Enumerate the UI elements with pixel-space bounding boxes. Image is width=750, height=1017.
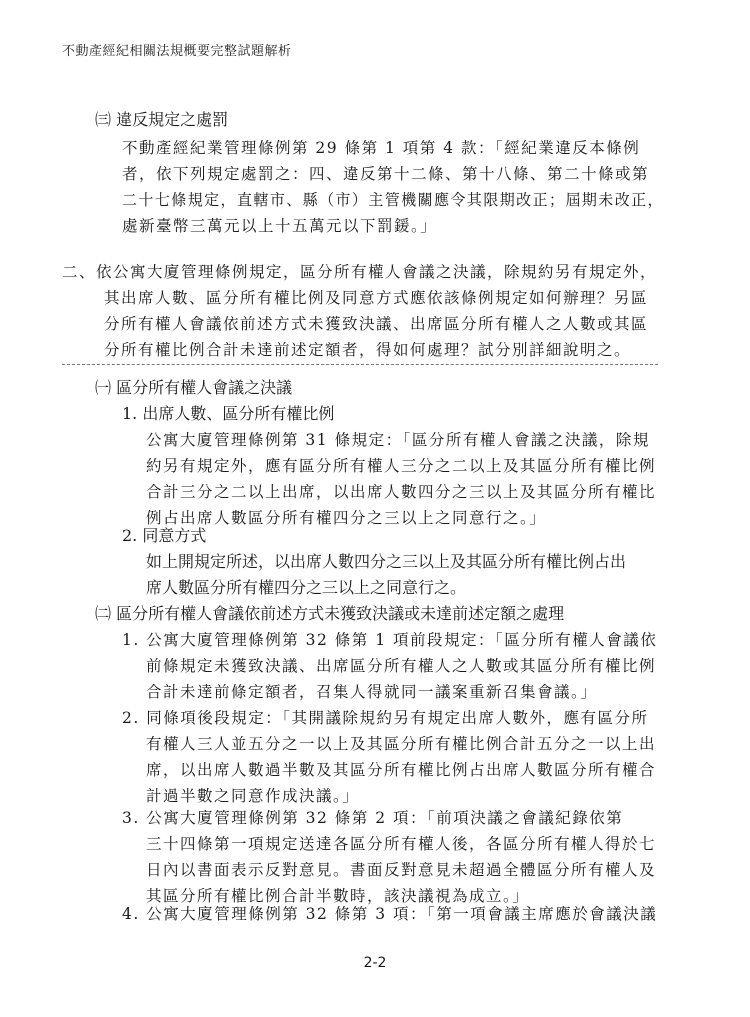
dashed-divider: [62, 364, 658, 365]
page-number: 2-2: [363, 955, 387, 971]
penalty-text-line: 不動產經紀業管理條例第 29 條第 1 項第 4 款：「經紀業違反本條例: [122, 139, 641, 157]
question-line: 其出席人數、區分所有權比例及同意方式應依該條例規定如何辦理？另區: [104, 289, 649, 307]
running-header: 不動產經紀相關法規概要完整試題解析: [62, 44, 292, 59]
item-text-line: 公寓大廈管理條例第 31 條規定：「區分所有權人會議之決議，除規: [146, 431, 650, 449]
item-text-line: 其區分所有權比例合計半數時，該決議視為成立。」: [146, 887, 530, 905]
item-text-line: 如上開規定所述，以出席人數四分之三以上及其區分所有權比例占出: [146, 552, 627, 571]
item-text-line: 1. 公寓大廈管理條例第 32 條第 1 項前段規定：「區分所有權人會議依: [122, 631, 658, 649]
item-text-line: 有權人三人並五分之一以上及其區分所有權比例合計五分之一以上出: [146, 735, 657, 753]
penalty-text-line: 二十七條規定，直轄市、縣（市）主管機關應令其限期改正；屆期未改正，: [122, 191, 664, 209]
answer-part2-heading: ㈡ 區分所有權人會議依前述方式未獲致決議或未達前述定額之處理: [95, 604, 565, 623]
question-line: 分所有權比例合計未達前述定額者，得如何處理？試分別詳細說明之。: [104, 341, 632, 359]
item-text-line: 3. 公寓大廈管理條例第 32 條第 2 項：「前項決議之會議紀錄依第: [122, 809, 624, 827]
item-text-line: 合計三分之二以上出席，以出席人數四分之三以上及其區分所有權比: [146, 483, 657, 501]
item-text-line: 席人數區分所有權四分之三以上之同意行之。: [146, 578, 467, 597]
item-text-line: 席，以出席人數過半數及其區分所有權比例占出席人數區分所有權合: [146, 761, 657, 779]
item-text-line: 三十四條第一項規定送達各區分所有權人後，各區分所有權人得於七: [146, 835, 657, 853]
section-heading-penalty: ㈢ 違反規定之處罰: [95, 110, 229, 129]
item-text-line: 4. 公寓大廈管理條例第 32 條第 3 項：「第一項會議主席應於會議決議: [122, 905, 658, 923]
item-text-line: 日內以書面表示反對意見。書面反對意見未超過全體區分所有權人及: [146, 861, 657, 879]
penalty-text-line: 處新臺幣三萬元以上十五萬元以下罰鍰。」: [122, 217, 438, 235]
item-text-line: 例占出席人數區分所有權四分之三以上之同意行之。」: [146, 509, 547, 527]
question-line: 二、依公寓大廈管理條例規定，區分所有權人會議之決議，除規約另有規定外，: [62, 263, 658, 281]
item-text-line: 計過半數之同意作成決議。」: [146, 787, 360, 805]
item-text-line: 2. 同條項後段規定：「其開議除規約另有規定出席人數外，應有區分所: [122, 709, 649, 727]
answer-part1-heading: ㈠ 區分所有權人會議之決議: [95, 378, 293, 397]
penalty-text-line: 者，依下列規定處罰之：四、違反第十二條、第十八條、第二十條或第: [122, 165, 650, 183]
item-text-line: 合計未達前條定額者，召集人得就同一議案重新召集會議。」: [146, 683, 598, 701]
item-text-line: 前條規定未獲致決議、出席區分所有權人之人數或其區分所有權比例: [146, 657, 657, 675]
question-line: 分所有權人會議依前述方式未獲致決議、出席區分所有權人之人數或其區: [104, 315, 649, 333]
item-title: 1. 出席人數、區分所有權比例: [122, 404, 335, 423]
item-title: 2. 同意方式: [122, 526, 207, 545]
item-text-line: 約另有規定外，應有區分所有權人三分之二以上及其區分所有權比例: [146, 457, 657, 475]
